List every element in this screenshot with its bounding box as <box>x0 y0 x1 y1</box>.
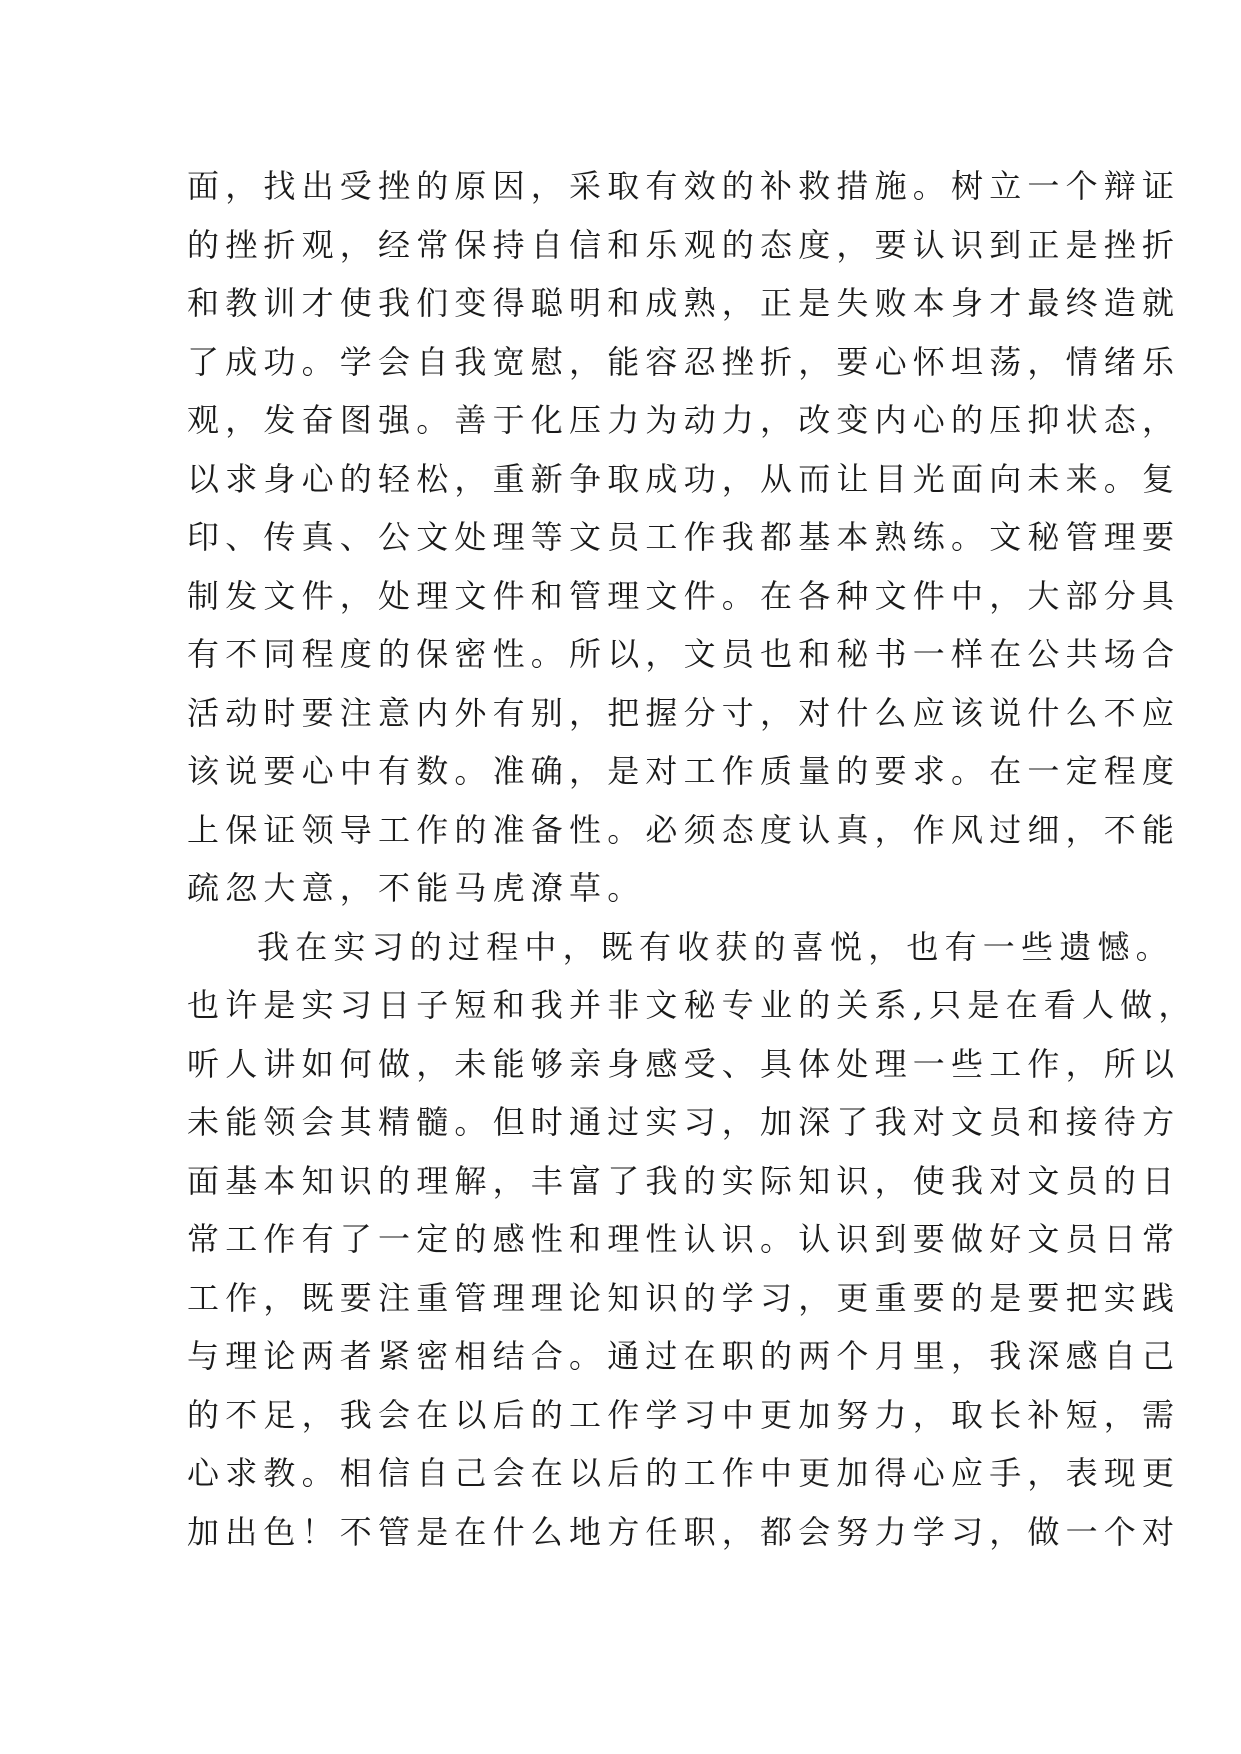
text-line: 听人讲如何做，未能够亲身感受、具体处理一些工作，所以 <box>187 1044 1181 1083</box>
text-line: 未能领会其精髓。但时通过实习，加深了我对文员和接待方 <box>187 1103 1181 1141</box>
text-line: 和教训才使我们变得聪明和成熟，正是失败本身才最终造就 <box>187 284 1181 322</box>
text-line: 面，找出受挫的原因，采取有效的补救措施。树立一个辩证 <box>187 167 1181 205</box>
text-line: 有不同程度的保密性。所以，文员也和秘书一样在公共场合 <box>187 635 1181 673</box>
text-line: 活动时要注意内外有别，把握分寸，对什么应该说什么不应 <box>187 693 1181 732</box>
text-line: 与理论两者紧密相结合。通过在职的两个月里，我深感自己 <box>187 1337 1181 1375</box>
text-line: 常工作有了一定的感性和理性认识。认识到要做好文员日常 <box>187 1220 1181 1258</box>
text-line: 加出色！不管是在什么地方任职，都会努力学习，做一个对 <box>187 1512 1181 1551</box>
document-body <box>187 157 1197 1561</box>
text-line: 上保证领导工作的准备性。必须态度认真，作风过细，不能 <box>187 810 1181 849</box>
text-line: 面基本知识的理解，丰富了我的实际知识，使我对文员的日 <box>187 1161 1181 1200</box>
text-line: 制发文件，处理文件和管理文件。在各种文件中，大部分具 <box>187 576 1181 615</box>
text-line: 的不足，我会在以后的工作学习中更加努力，取长补短，需 <box>187 1395 1181 1434</box>
text-line: 了成功。学会自我宽慰，能容忍挫折，要心怀坦荡，情绪乐 <box>187 342 1181 381</box>
text-line: 印、传真、公文处理等文员工作我都基本熟练。文秘管理要 <box>187 518 1181 556</box>
text-line: 该说要心中有数。准确，是对工作质量的要求。在一定程度 <box>187 752 1181 790</box>
text-line: 的挫折观，经常保持自信和乐观的态度，要认识到正是挫折 <box>187 225 1181 264</box>
text-line: 疏忽大意，不能马虎潦草。 <box>187 869 646 907</box>
text-line: 观，发奋图强。善于化压力为动力，改变内心的压抑状态， <box>187 401 1181 439</box>
text-line: 心求教。相信自己会在以后的工作中更加得心应手，表现更 <box>187 1454 1181 1492</box>
text-line: 工作，既要注重管理理论知识的学习，更重要的是要把实践 <box>187 1278 1181 1317</box>
text-line: 也许是实习日子短和我并非文秘专业的关系,只是在看人做， <box>187 986 1197 1024</box>
text-line: 以求身心的轻松，重新争取成功，从而让目光面向未来。复 <box>187 459 1181 498</box>
paragraph-first-line: 我在实习的过程中，既有收获的喜悦，也有一些遗憾。 <box>257 927 1174 966</box>
